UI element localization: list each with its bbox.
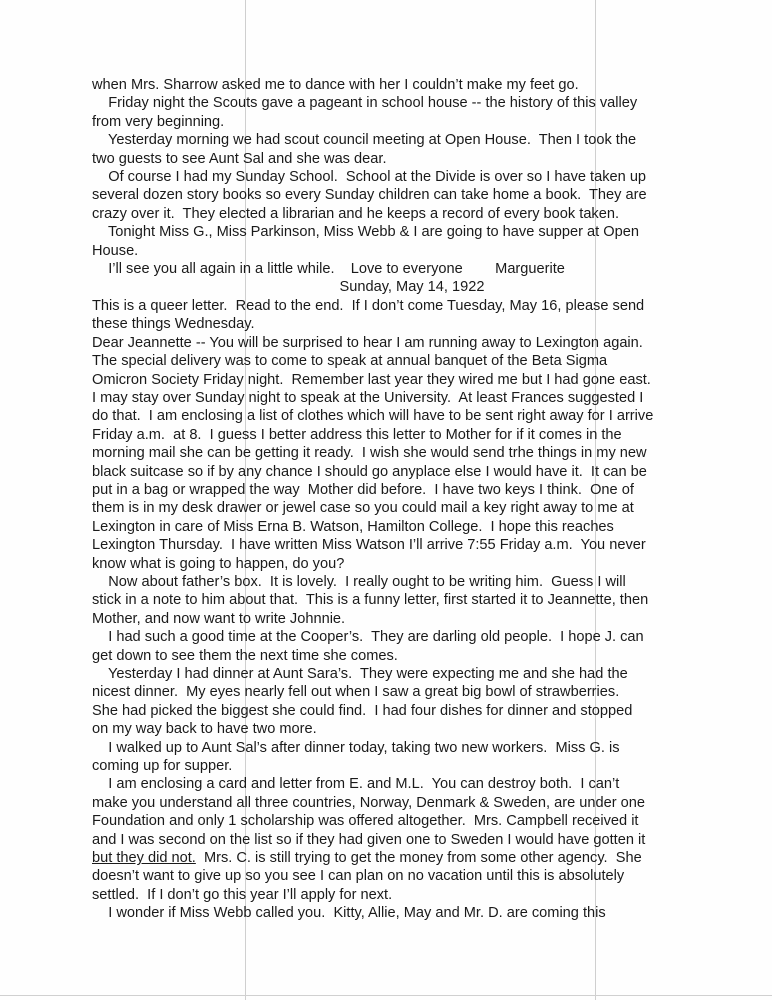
letter-line: crazy over it. They elected a librarian and he keeps a record of every book taken. xyxy=(92,205,620,222)
letter-line: on my way back to have two more. xyxy=(92,721,317,738)
letter-line: I walked up to Aunt Sal’s after dinner today, taking two new workers. Miss G. is xyxy=(92,739,620,756)
letter-line: Friday a.m. at 8. I guess I better address this letter to Mother for if it comes in the xyxy=(92,426,622,443)
letter-line: Tonight Miss G., Miss Parkinson, Miss Webb & I are going to have supper at Open xyxy=(92,224,639,241)
letter-line: Friday night the Scouts gave a pageant in school house -- the history of this valley xyxy=(92,95,638,112)
letter-line: House. xyxy=(92,242,139,259)
letter-line: She had picked the biggest she could find. I had four dishes for dinner and stopped xyxy=(92,702,633,719)
letter-line: Of course I had my Sunday School. School at the Divide is over so I have taken up xyxy=(92,169,647,186)
letter-line: do that. I am enclosing a list of clothes which will have to be sent right away for I arrive xyxy=(92,408,654,425)
letter-line: coming up for supper. xyxy=(92,758,233,775)
letter-line: Dear Jeannette -- You will be surprised to hear I am running away to Lexington again. xyxy=(92,334,643,351)
letter-line: stick in a note to him about that. This is a funny letter, first started it to Jeannette, then xyxy=(92,592,649,609)
letter-line: This is a queer letter. Read to the end. If I don’t come Tuesday, May 16, please send xyxy=(92,297,645,314)
letter-line: morning mail she can be getting it ready. I wish she would send trhe things in my new xyxy=(92,445,647,462)
letter-line: from very beginning. xyxy=(92,113,225,130)
letter-line: several dozen story books so every Sunday children can take home a book. They are xyxy=(92,187,647,204)
letter-line: The special delivery was to come to speak at annual banquet of the Beta Sigma xyxy=(92,353,608,370)
letter-line: these things Wednesday. xyxy=(92,316,255,333)
letter-line: Lexington in care of Miss Erna B. Watson, Hamilton College. I hope this reaches xyxy=(92,518,614,535)
letter-line: Yesterday I had dinner at Aunt Sara’s. They were expecting me and she had the xyxy=(92,666,628,682)
letter-line: Omicron Society Friday night. Remember last year they wired me but I had gone east. xyxy=(92,371,651,388)
letter-line: Mother, and now want to write Johnnie. xyxy=(92,610,346,627)
letter-body xyxy=(92,76,732,923)
page-bottom-edge xyxy=(0,995,772,996)
underlined-phrase: but they did not. xyxy=(92,850,196,867)
letter-line: I had such a good time at the Cooper’s. They are darling old people. I hope J. can xyxy=(92,629,644,646)
letter-line: them is in my desk drawer or jewel case so you could mail a key right away to me at xyxy=(92,500,634,517)
letter-line: I am enclosing a card and letter from E. and M.L. You can destroy both. I can’t xyxy=(92,776,620,793)
letter-line-rest: Mrs. C. is still trying to get the money from some other agency. She xyxy=(195,850,642,867)
letter-line: Now about father’s box. It is lovely. I really ought to be writing him. Guess I will xyxy=(92,573,626,590)
letter-line: black suitcase so if by any chance I should go anyplace else I would have it. It can be xyxy=(92,463,647,480)
letter-line: settled. If I don’t go this year I’ll apply for next. xyxy=(92,886,393,903)
letter-line: and I was second on the list so if they had given one to Sweden I would have gotten it xyxy=(92,831,646,848)
letter-line: I wonder if Miss Webb called you. Kitty, Allie, May and Mr. D. are coming this xyxy=(92,905,606,922)
letter-line: when Mrs. Sharrow asked me to dance with her I couldn’t make my feet go. xyxy=(92,77,579,93)
letter-line xyxy=(92,849,732,867)
letter-line: get down to see them the next time she comes. xyxy=(92,647,398,664)
letter-line: Yesterday morning we had scout council meeting at Open House. Then I took the xyxy=(92,132,637,149)
letter-line: I’ll see you all again in a little while. Love to everyone Marguerite xyxy=(92,261,565,278)
letter-date-line: Sunday, May 14, 1922 xyxy=(339,279,485,296)
letter-line: Foundation and only 1 scholarship was offered altogether. Mrs. Campbell received it xyxy=(92,813,639,830)
letter-line: put in a bag or wrapped the way Mother did before. I have two keys I think. One of xyxy=(92,481,634,498)
letter-line: know what is going to happen, do you? xyxy=(92,555,345,572)
letter-line: I may stay over Sunday night to speak at the University. At least Frances suggested I xyxy=(92,389,644,406)
letter-line: Lexington Thursday. I have written Miss Watson I’ll arrive 7:55 Friday a.m. You never xyxy=(92,537,646,554)
letter-line: make you understand all three countries, Norway, Denmark & Sweden, are under one xyxy=(92,794,645,811)
letter-line: doesn’t want to give up so you see I can plan on no vacation until this is absolutely xyxy=(92,868,625,885)
letter-line: two guests to see Aunt Sal and she was dear. xyxy=(92,150,387,167)
letter-line: nicest dinner. My eyes nearly fell out when I saw a great big bowl of strawberries. xyxy=(92,684,620,701)
